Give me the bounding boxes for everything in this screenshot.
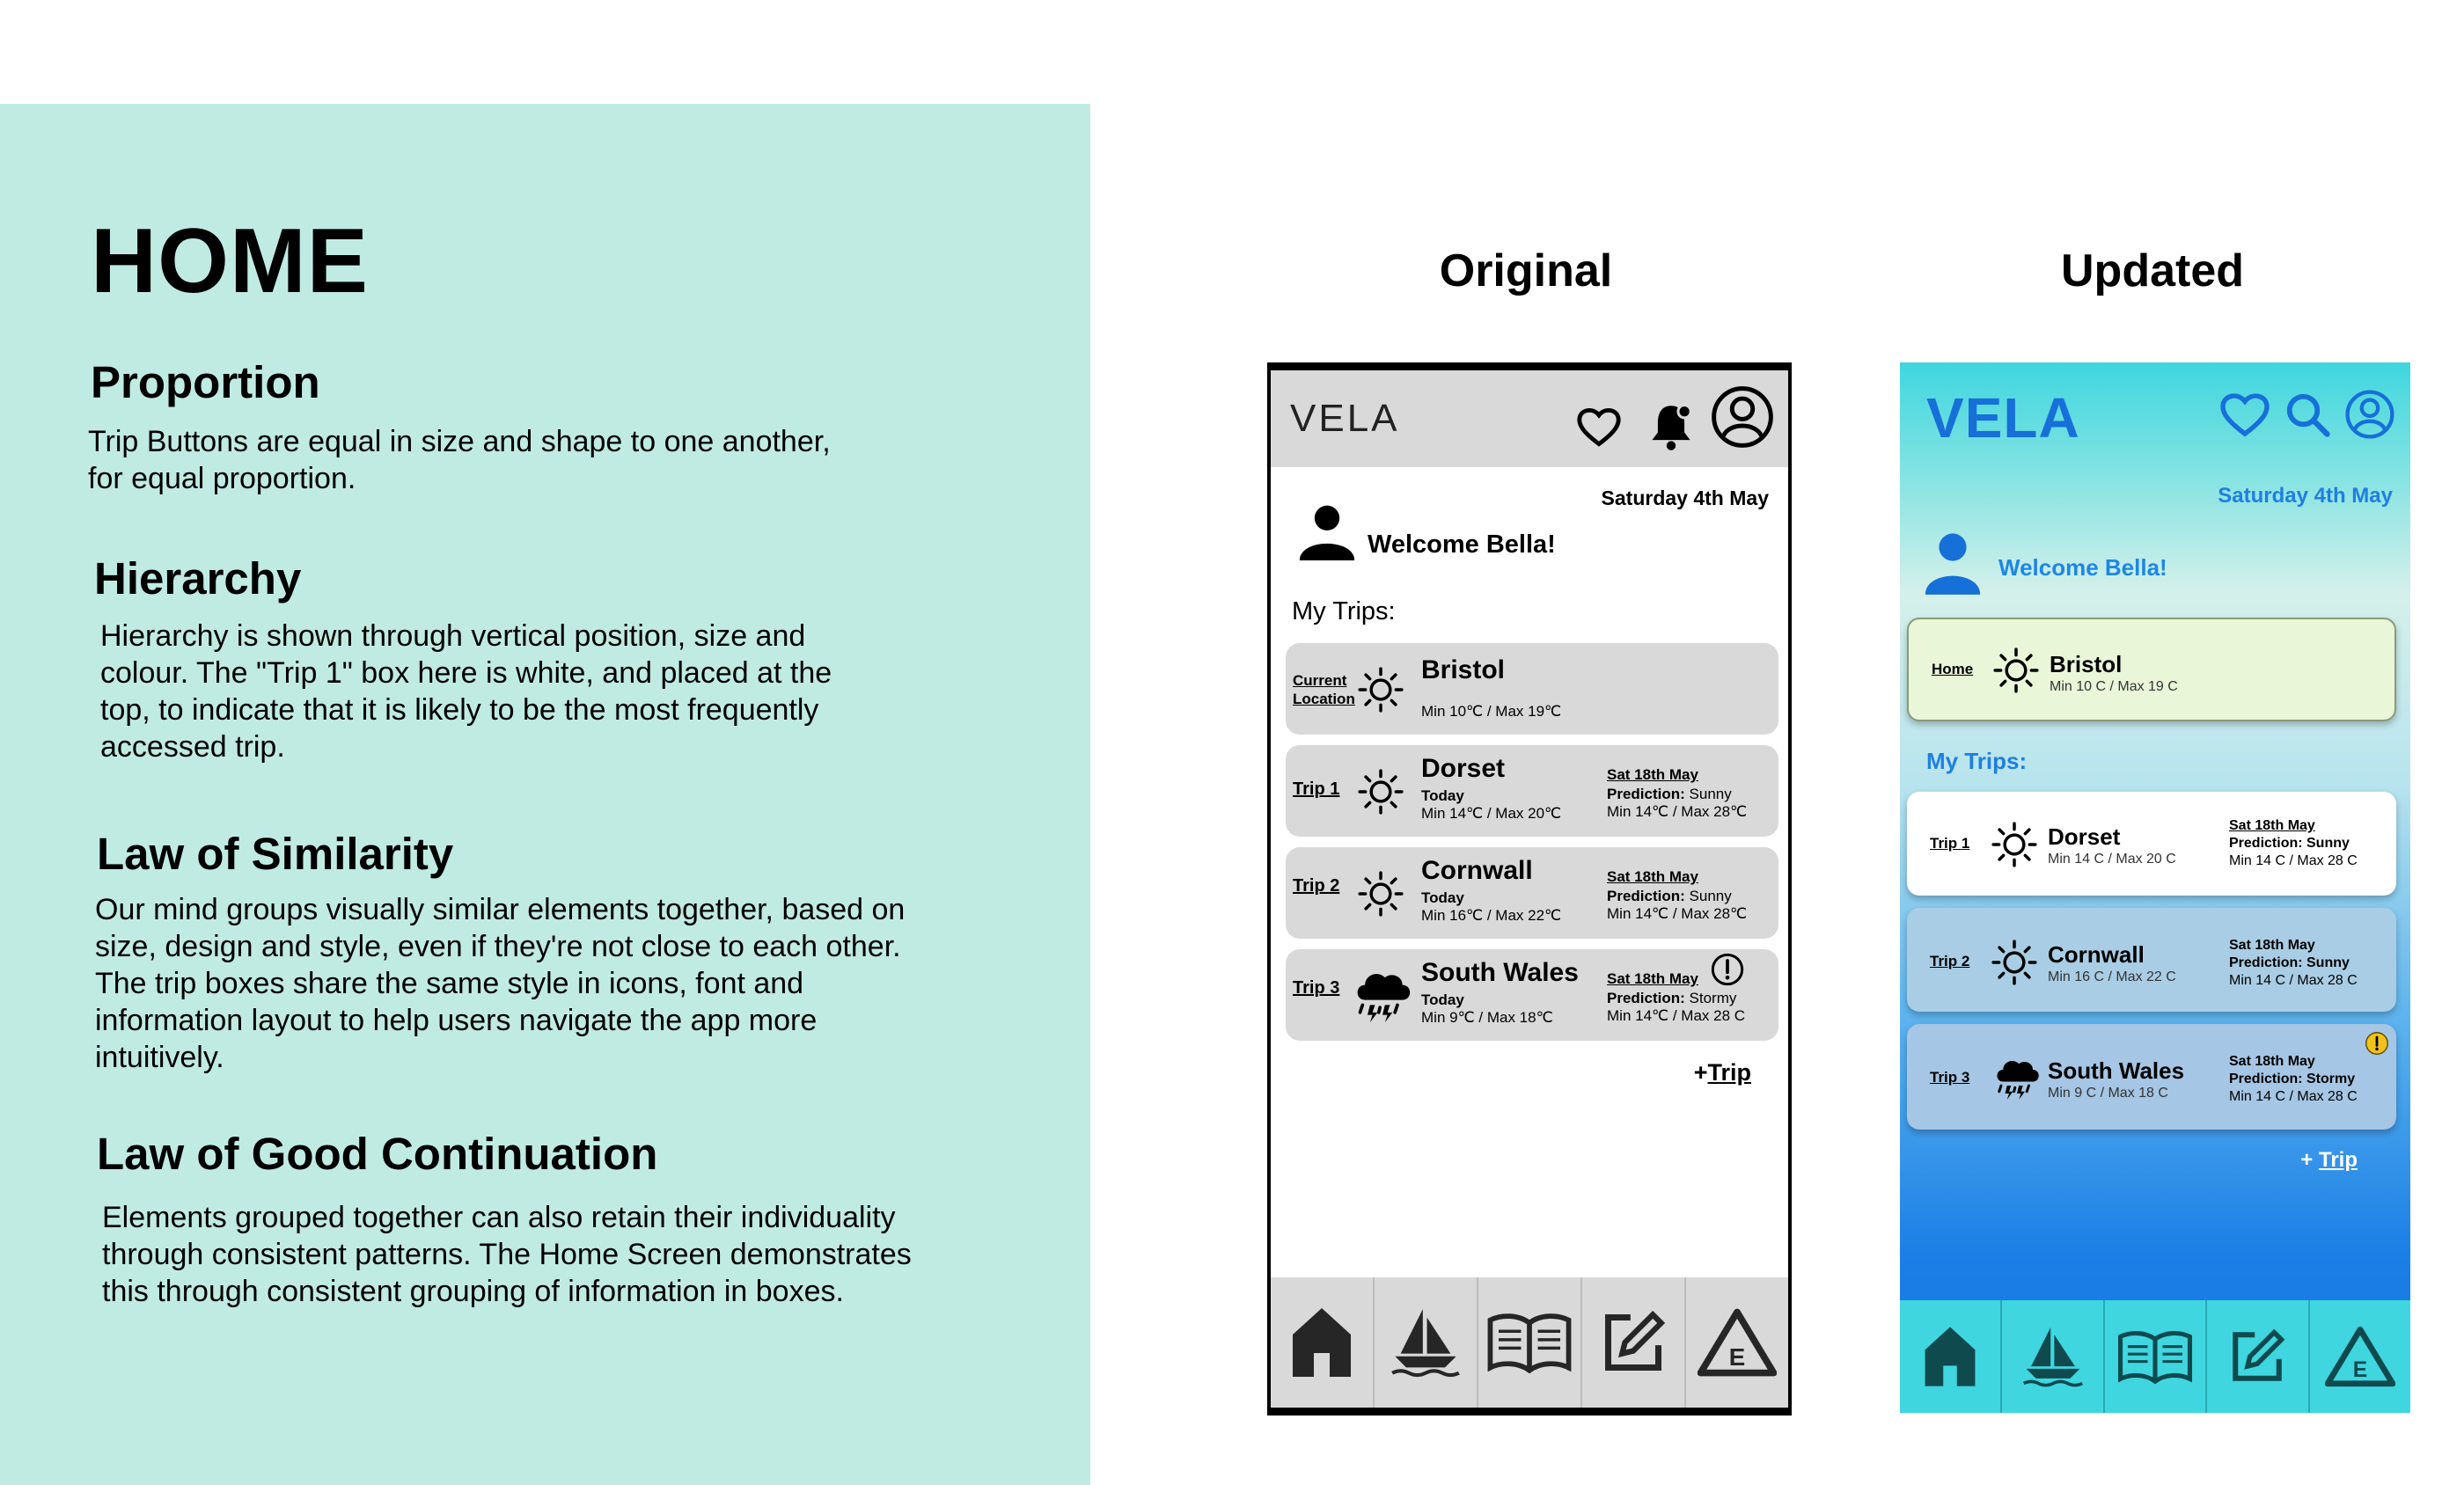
trip-card-label: Home <box>1932 661 1974 677</box>
trip-card-minmax: Min 14 C / Max 20 C <box>2048 852 2176 867</box>
sun-icon <box>1358 871 1404 917</box>
trip-card-label: Trip 1 <box>1930 835 1970 852</box>
storm-icon <box>1993 1054 2041 1101</box>
trip-card-today: Today <box>1421 787 1464 804</box>
date-label: Saturday 4th May <box>1601 486 1769 509</box>
trip-card-date: Sat 18th May <box>2229 818 2315 833</box>
warning-e-icon <box>1698 1306 1777 1379</box>
nav-trips[interactable] <box>2002 1300 2104 1413</box>
text-line: colour. The "Trip 1" box here is white, and placed at the <box>100 656 832 690</box>
trip-card-prediction <box>1607 990 1736 1007</box>
profile-icon[interactable] <box>2344 389 2395 440</box>
add-trip-button[interactable] <box>2300 1148 2358 1173</box>
prediction-value: Sunny <box>1684 786 1732 802</box>
trip-card-forecast-range: Min 14℃ / Max 28℃ <box>1607 905 1748 922</box>
welcome-text: Welcome Bella! <box>1998 554 2167 581</box>
trip-card-current-location[interactable] <box>1286 643 1778 735</box>
plus-icon: + <box>1693 1059 1708 1086</box>
svg-text:E: E <box>2352 1358 2368 1383</box>
trip-card-minmax: Min 14℃ / Max 20℃ <box>1421 805 1562 822</box>
trip-card-title: Bristol <box>1421 655 1506 684</box>
label-line: Location <box>1293 691 1355 707</box>
trip-card-date: Sat 18th May <box>2229 1054 2315 1069</box>
nav-home[interactable] <box>1271 1277 1375 1408</box>
bottom-nav <box>1271 1277 1788 1408</box>
trip-card-title: South Wales <box>2048 1057 2185 1084</box>
edit-icon <box>2228 1328 2286 1386</box>
prediction-label: Prediction: <box>1607 990 1685 1006</box>
warning-e-icon <box>2325 1324 2395 1389</box>
text-line: The trip boxes share the same style in icons, font and <box>95 967 804 1000</box>
sun-icon <box>1991 940 2037 985</box>
prediction-label: Prediction: <box>1607 786 1685 802</box>
updated-phone-screen <box>1900 362 2410 1413</box>
add-trip-label: Trip <box>2318 1148 2358 1172</box>
my-trips-label: My Trips: <box>1926 748 2028 774</box>
hierarchy-heading: Hierarchy <box>94 553 302 604</box>
trip-card-title: Dorset <box>1421 754 1506 783</box>
add-trip-label: Trip <box>1707 1059 1751 1086</box>
nav-home[interactable] <box>1900 1300 2002 1413</box>
proportion-text <box>88 423 831 497</box>
trip-card-trip-1[interactable] <box>1907 792 2396 896</box>
app-header <box>1271 370 1788 467</box>
date-label: Saturday 4th May <box>2218 484 2393 508</box>
trip-card-prediction: Prediction: Stormy <box>2229 1072 2356 1086</box>
original-phone-screen <box>1267 362 1792 1416</box>
trip-card-today: Today <box>1421 889 1464 906</box>
book-icon <box>1487 1312 1572 1373</box>
svg-text:E: E <box>1728 1342 1746 1371</box>
text-line: intuitively. <box>95 1041 224 1074</box>
trip-card-forecast-range: Min 14℃ / Max 28 C <box>1607 1007 1746 1024</box>
trip-card-label: Trip 1 <box>1293 779 1340 799</box>
sailboat-icon <box>1390 1306 1462 1379</box>
trip-card-trip-3[interactable] <box>1286 949 1778 1041</box>
trip-card-label: Trip 2 <box>1930 953 1970 969</box>
bottom-nav <box>1900 1300 2410 1413</box>
similarity-heading: Law of Similarity <box>97 829 454 879</box>
trip-card-date: Sat 18th May <box>2229 938 2315 953</box>
nav-emergency[interactable] <box>1686 1277 1788 1408</box>
text-line: for equal proportion. <box>88 462 356 495</box>
trip-card-minmax: Min 10℃ / Max 19℃ <box>1421 703 1562 720</box>
plus-icon: + <box>2300 1148 2314 1172</box>
text-line: information layout to help users navigate the app more <box>95 1004 818 1037</box>
trip-card-label: Trip 2 <box>1293 876 1340 896</box>
home-icon <box>1923 1324 1977 1389</box>
label-line: Current <box>1293 672 1347 689</box>
updated-column-title: Updated <box>2061 245 2244 296</box>
trip-card-forecast-range: Min 14 C / Max 28 C <box>2229 973 2358 988</box>
trip-card-trip-3[interactable] <box>1907 1024 2396 1130</box>
trip-card-label: Trip 3 <box>1930 1069 1970 1086</box>
trip-card-prediction: Prediction: Sunny <box>2229 955 2350 970</box>
trip-card-minmax: Min 10 C / Max 19 C <box>2050 679 2178 694</box>
app-logo: VELA <box>1926 386 2080 450</box>
heart-icon[interactable] <box>2218 391 2271 438</box>
sun-icon <box>1358 667 1404 713</box>
original-column-title: Original <box>1439 245 1613 296</box>
trip-card-today: Today <box>1421 991 1464 1008</box>
add-trip-button[interactable] <box>1694 1059 1751 1086</box>
trip-card-minmax: Min 16℃ / Max 22℃ <box>1421 907 1562 924</box>
trip-card-title: Cornwall <box>1421 856 1533 885</box>
app-logo: VELA <box>1290 397 1400 440</box>
user-avatar-icon <box>1297 501 1357 560</box>
prediction-value: Sunny <box>1684 888 1732 904</box>
nav-journal[interactable] <box>1478 1277 1582 1408</box>
trip-card-minmax: Min 16 C / Max 22 C <box>2048 969 2176 984</box>
text-line: this through consistent grouping of information in boxes. <box>102 1275 844 1308</box>
book-icon <box>2117 1329 2193 1384</box>
sailboat-icon <box>2021 1325 2085 1388</box>
similarity-text <box>95 891 905 1076</box>
sun-icon <box>1993 647 2039 693</box>
alert-icon[interactable] <box>1710 952 1745 987</box>
my-trips-label: My Trips: <box>1292 597 1396 625</box>
trip-card-label <box>1293 671 1355 708</box>
heart-icon[interactable] <box>1574 406 1624 448</box>
nav-edit[interactable] <box>2207 1300 2309 1413</box>
sun-icon <box>1358 769 1404 815</box>
trip-card-title: Cornwall <box>2048 941 2145 968</box>
profile-icon[interactable] <box>1710 384 1775 450</box>
text-line: accessed trip. <box>100 730 285 764</box>
notification-bell-icon[interactable] <box>1647 402 1695 451</box>
user-avatar-icon <box>1923 530 1983 595</box>
edit-icon <box>1600 1309 1667 1376</box>
nav-edit[interactable] <box>1582 1277 1686 1408</box>
search-icon[interactable] <box>2284 391 2331 438</box>
continuation-text <box>102 1199 912 1310</box>
trip-card-minmax: Min 9℃ / Max 18℃ <box>1421 1009 1553 1026</box>
trip-card-prediction <box>1607 888 1732 905</box>
trip-card-forecast-range: Min 14℃ / Max 28℃ <box>1607 803 1748 820</box>
trip-card-forecast-range: Min 14 C / Max 28 C <box>2229 1089 2358 1104</box>
trip-card-prediction: Prediction: Sunny <box>2229 836 2350 851</box>
nav-journal[interactable] <box>2105 1300 2207 1413</box>
proportion-heading: Proportion <box>91 357 320 407</box>
prediction-label: Prediction: <box>1607 888 1685 904</box>
text-line: Hierarchy is shown through vertical position, size and <box>100 619 806 653</box>
welcome-text: Welcome Bella! <box>1368 530 1556 559</box>
trip-card-forecast-range: Min 14 C / Max 28 C <box>2229 853 2358 868</box>
trip-card-title: Dorset <box>2048 823 2121 850</box>
trip-card-prediction <box>1607 786 1732 803</box>
trip-card-minmax: Min 9 C / Max 18 C <box>2048 1086 2168 1101</box>
sun-icon <box>1991 822 2037 867</box>
trip-card-trip-2[interactable] <box>1286 847 1778 939</box>
nav-trips[interactable] <box>1375 1277 1478 1408</box>
trip-card-title: Bristol <box>2050 651 2123 677</box>
text-line: through consistent patterns. The Home Screen demonstrates <box>102 1238 912 1271</box>
hierarchy-text <box>100 618 832 765</box>
home-icon <box>1290 1306 1353 1379</box>
trip-card-title: South Wales <box>1421 958 1579 987</box>
trip-card-date: Sat 18th May <box>1607 766 1698 783</box>
alert-icon[interactable] <box>2365 1031 2389 1056</box>
nav-emergency[interactable] <box>2310 1300 2410 1413</box>
trip-card-date: Sat 18th May <box>1607 970 1698 987</box>
page-title: HOME <box>91 210 369 312</box>
text-line: Elements grouped together can also retain their individuality <box>102 1201 896 1234</box>
trip-card-trip-1[interactable] <box>1286 745 1778 837</box>
text-line: Trip Buttons are equal in size and shape to one another, <box>88 425 831 458</box>
description-panel <box>0 104 1090 1485</box>
trip-card-date: Sat 18th May <box>1607 868 1698 885</box>
text-line: Our mind groups visually similar elements together, based on <box>95 893 906 926</box>
trip-card-trip-2[interactable] <box>1907 908 2396 1012</box>
storm-icon <box>1353 965 1412 1025</box>
text-line: size, design and style, even if they're not close to each other. <box>95 930 901 963</box>
prediction-value: Stormy <box>1684 990 1737 1006</box>
text-line: top, to indicate that it is likely to be the most frequently <box>100 693 819 727</box>
trip-card-label: Trip 3 <box>1293 978 1340 998</box>
continuation-heading: Law of Good Continuation <box>97 1129 658 1179</box>
home-location-card[interactable] <box>1907 618 2396 721</box>
